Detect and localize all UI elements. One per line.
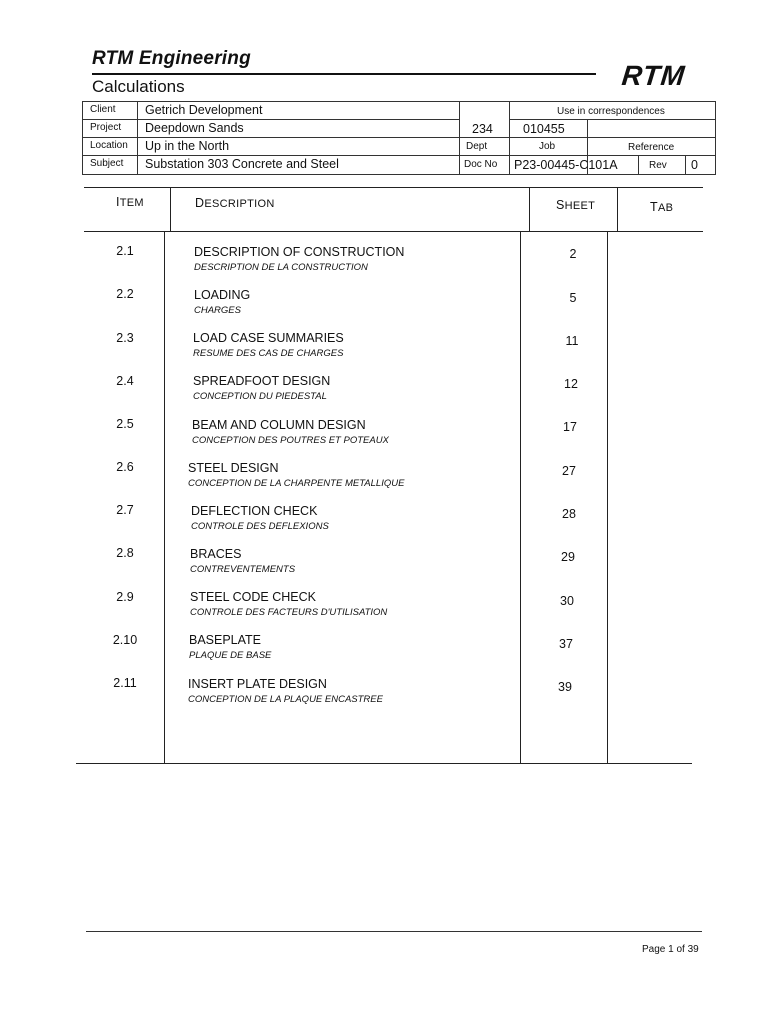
item-number: 2.3 — [116, 331, 134, 345]
docno-label: Doc No — [464, 159, 498, 170]
item-subtitle: CONTREVENTEMENTS — [190, 564, 296, 575]
item-title: STEEL CODE CHECK — [190, 590, 316, 604]
page-number: Page 1 of 39 — [642, 944, 699, 955]
dept-value: 234 — [472, 122, 493, 136]
item-subtitle: DESCRIPTION DE LA CONSTRUCTION — [194, 262, 368, 273]
item-title: LOAD CASE SUMMARIES — [193, 331, 344, 345]
client-value: Getrich Development — [145, 103, 263, 117]
correspondence-note: Use in correspondences — [557, 106, 665, 117]
item-number: 2.11 — [113, 676, 137, 690]
item-title: BRACES — [190, 547, 242, 561]
item-sheet: 29 — [561, 550, 575, 564]
location-label: Location — [90, 140, 128, 151]
item-title: LOADING — [194, 288, 251, 302]
company-logo: RTM — [620, 60, 687, 91]
column-header-sheet: SHEET — [556, 198, 596, 212]
toc-row — [0, 459, 768, 503]
item-description — [188, 461, 404, 489]
item-title: STEEL DESIGN — [188, 461, 279, 475]
item-title: DEFLECTION CHECK — [191, 504, 318, 518]
item-subtitle: CONTROLE DES DEFLEXIONS — [191, 521, 329, 532]
item-sheet: 30 — [560, 594, 574, 608]
item-title: BEAM AND COLUMN DESIGN — [192, 418, 366, 432]
rev-value: 0 — [691, 158, 698, 172]
toc-row — [0, 545, 768, 589]
item-number: 2.6 — [116, 460, 134, 474]
toc-row — [0, 244, 768, 288]
toc-row — [0, 632, 768, 676]
client-label: Client — [90, 104, 116, 115]
item-subtitle: CONTROLE DES FACTEURS D'UTILISATION — [190, 607, 388, 618]
item-description — [190, 590, 387, 618]
company-name: RTM Engineering — [92, 48, 251, 69]
item-description — [194, 288, 250, 316]
item-number: 2.8 — [116, 546, 134, 560]
item-title: SPREADFOOT DESIGN — [193, 374, 331, 388]
item-description — [193, 374, 330, 402]
item-number: 2.4 — [116, 374, 134, 388]
project-value: Deepdown Sands — [145, 121, 244, 135]
item-subtitle: CONCEPTION DE LA PLAQUE ENCASTREE — [188, 694, 383, 705]
item-description — [190, 547, 295, 575]
column-header-tab: TAB — [650, 200, 674, 214]
job-value: 010455 — [523, 122, 565, 136]
item-description — [194, 245, 404, 273]
item-sheet: 28 — [562, 507, 576, 521]
project-info-table — [82, 101, 716, 175]
column-header-description: DESCRIPTION — [195, 196, 275, 210]
item-sheet: 37 — [559, 637, 573, 651]
toc-row — [0, 589, 768, 633]
item-description — [193, 331, 344, 359]
item-sheet: 11 — [565, 334, 579, 348]
item-sheet: 39 — [558, 680, 572, 694]
project-label: Project — [90, 122, 122, 133]
item-description — [192, 418, 389, 446]
item-number: 2.10 — [112, 633, 138, 647]
item-number: 2.9 — [116, 590, 134, 604]
item-subtitle: RESUME DES CAS DE CHARGES — [193, 348, 344, 359]
item-sheet: 27 — [562, 464, 576, 478]
docno-value: P23-00445-C101A — [514, 158, 618, 172]
item-description — [189, 633, 271, 661]
item-number: 2.1 — [116, 244, 134, 258]
item-title: BASEPLATE — [189, 633, 262, 647]
item-subtitle: CHARGES — [194, 305, 241, 316]
item-subtitle: CONCEPTION DES POUTRES ET POTEAUX — [192, 435, 389, 446]
footer-rule — [86, 931, 702, 932]
toc-row — [0, 675, 768, 719]
subject-value: Substation 303 Concrete and Steel — [145, 157, 339, 171]
toc-row — [0, 373, 768, 417]
item-number: 2.2 — [116, 287, 134, 301]
toc-row — [0, 502, 768, 546]
subject-label: Subject — [90, 158, 124, 169]
toc-row — [0, 330, 768, 374]
location-value: Up in the North — [145, 139, 230, 153]
toc-row — [0, 287, 768, 331]
rev-label: Rev — [649, 160, 667, 171]
item-subtitle: CONCEPTION DE LA CHARPENTE METALLIQUE — [188, 478, 405, 489]
toc-row — [0, 416, 768, 460]
dept-label: Dept — [466, 141, 488, 152]
item-description — [188, 677, 383, 705]
reference-label: Reference — [628, 142, 675, 153]
column-header-item: ITEM — [116, 195, 144, 209]
item-number: 2.7 — [116, 503, 134, 517]
job-label: Job — [539, 141, 556, 152]
toc-bottom-rule — [76, 763, 692, 764]
toc-top-rule — [84, 187, 703, 188]
item-sheet: 2 — [569, 247, 577, 261]
item-number: 2.5 — [116, 417, 134, 431]
item-title: DESCRIPTION OF CONSTRUCTION — [194, 245, 405, 259]
item-sheet: 12 — [564, 377, 578, 391]
item-title: INSERT PLATE DESIGN — [188, 677, 327, 691]
item-subtitle: PLAQUE DE BASE — [189, 650, 272, 661]
item-sheet: 5 — [569, 291, 577, 305]
toc-header-rule — [84, 231, 703, 232]
document-type: Calculations — [92, 77, 185, 96]
item-sheet: 17 — [563, 420, 577, 434]
title-rule — [92, 73, 596, 75]
item-subtitle: CONCEPTION DU PIEDESTAL — [193, 391, 327, 402]
item-description — [191, 504, 329, 532]
